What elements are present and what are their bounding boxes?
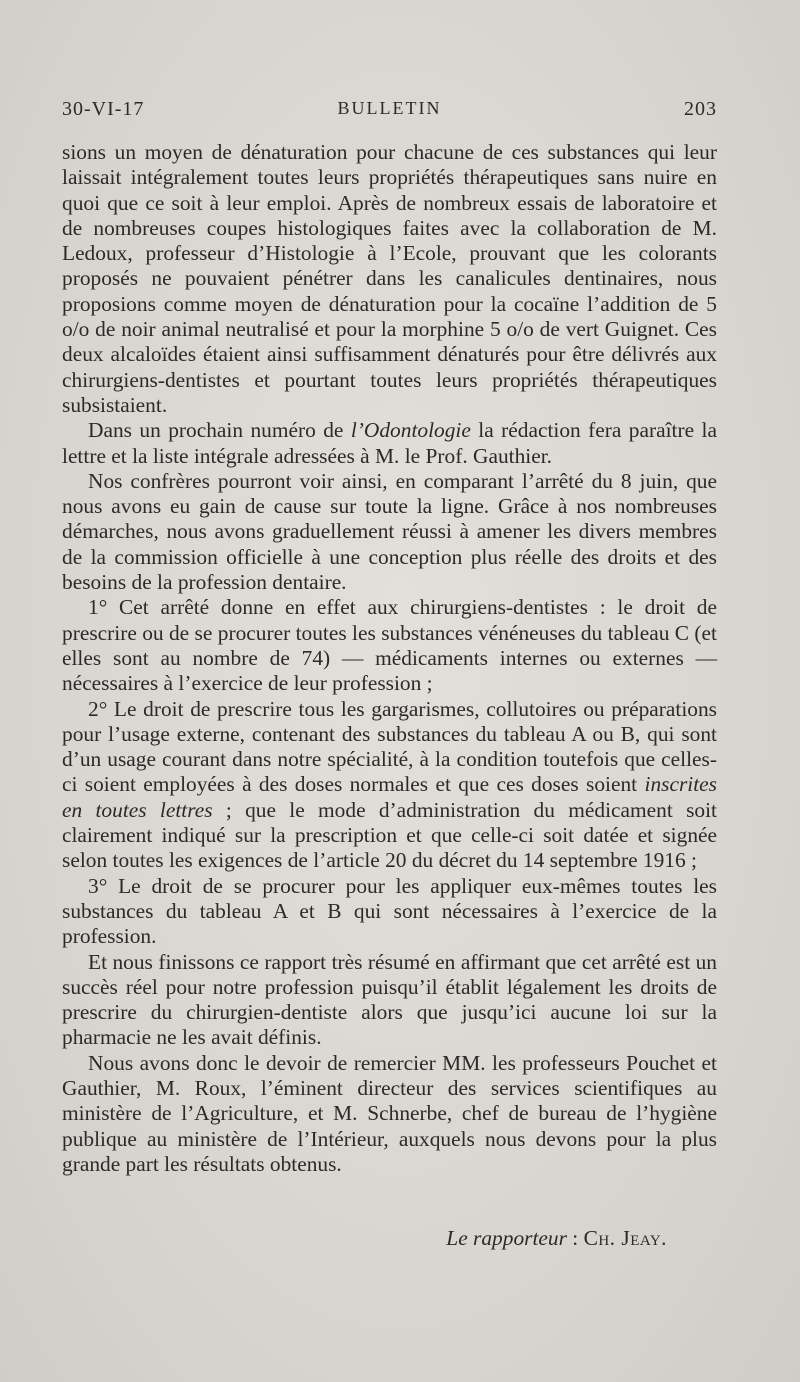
paragraph [62,140,717,418]
paragraph-text: la rédaction fera paraître la lettre et la liste intégrale adressées à M. le Prof. Gauthier. [62,418,717,468]
signature-separator: : [566,1226,584,1250]
paragraph-text: ; que le mode d’administration du médicament soit clairement indiqué sur la prescription et que celle-ci soit datée et signée selon toutes les exigences de l’article 20 du décret du 14 septembre 1916 ; [62,797,717,873]
signature-label: Le rapporteur [446,1226,567,1250]
paragraph [62,874,717,950]
signature-line [0,1226,667,1251]
paragraph [62,1051,717,1177]
paragraph-text: 2° Le droit de prescrire tous les gargarismes, collutoires ou préparations pour l’usage externe, contenant des substances du tableau A ou B, qui sont d’un usage courant dans notre spécialité, à la condition toutefois que celles-ci soient employées à des doses normales et que ces doses soient [62,696,717,797]
paragraph-text: Dans un prochain numéro de [88,418,351,443]
paragraph-text: Et nous finissons ce rapport très résumé en affirmant que cet arrêté est un succès réel pour notre profession puisqu’il établit légalement les droits de prescrire du chirurgien-dentiste alors que jusqu’ici aucune loi sur la pharmacie ne les avait définis. [62,949,717,1050]
header-date: 30-VI-17 [62,98,145,120]
paragraph-text: 1° Cet arrêté donne en effet aux chirurgiens-dentistes : le droit de prescrire ou de se procurer toutes les substances vénéneuses du tableau C (et elles sont au nombre de 74) — médicaments internes ou externes — nécessaires à l’exercice de leur profession ; [62,595,717,696]
paragraph [62,418,717,469]
paragraph-text: Nous avons donc le devoir de remercier MM. les professeurs Pouchet et Gauthier, M. Roux, l’éminent directeur des services scientifiques au ministère de l’Agriculture, et M. Schnerbe, chef de bureau de l’hygiène publique au ministère de l’Intérieur, auxquels nous devons pour la plus grande part les résultats obtenus. [62,1050,717,1176]
paragraph [62,950,717,1051]
paragraph [62,697,717,874]
paragraph-text: 3° Le droit de se procurer pour les appliquer eux-mêmes toutes les substances du tableau A et B qui sont nécessaires à l’exercice de la profession. [62,873,717,949]
paragraph [62,595,717,696]
running-header [62,98,717,128]
signature-name: Ch. Jeay. [583,1226,667,1250]
italic-text: inscrites en toutes lettres [62,772,717,822]
header-title: BULLETIN [337,98,442,118]
paragraph-text: sions un moyen de dénaturation pour chacune de ces substances qui leur laissait intégralement toutes leurs propriétés thérapeutiques sans nuire en quoi que ce soit à leur emploi. Après de nombreux essais de laboratoire et de nombreuses coupes histologiques faites avec la collaboration de M. Ledoux, professeur d’Histologie à l’Ecole, prouvant que les colorants proposés ne pouvaient pénétrer dans les canalicules dentinaires, nous proposions comme moyen de dénaturation pour la cocaïne l’addition de 5 o/o de noir animal neutralisé et pour la morphine 5 o/o de vert Guignet. Ces deux alcaloïdes étaient ainsi suffisamment dénaturés pour être délivrés aux chirurgiens-dentistes et pourtant toutes leurs propriétés thérapeutiques subsistaient. [62,140,717,417]
page-number: 203 [684,98,717,120]
body-text [62,140,717,1177]
italic-text: l’Odontologie [350,418,471,443]
paragraph-text: Nos confrères pourront voir ainsi, en comparant l’arrêté du 8 juin, que nous avons eu gain de cause sur toute la ligne. Grâce à nos nombreuses démarches, nous avons graduellement réussi à amener les divers membres de la commission officielle à une conception plus réelle des droits et des besoins de la profession dentaire. [62,468,717,595]
paragraph [62,469,717,595]
